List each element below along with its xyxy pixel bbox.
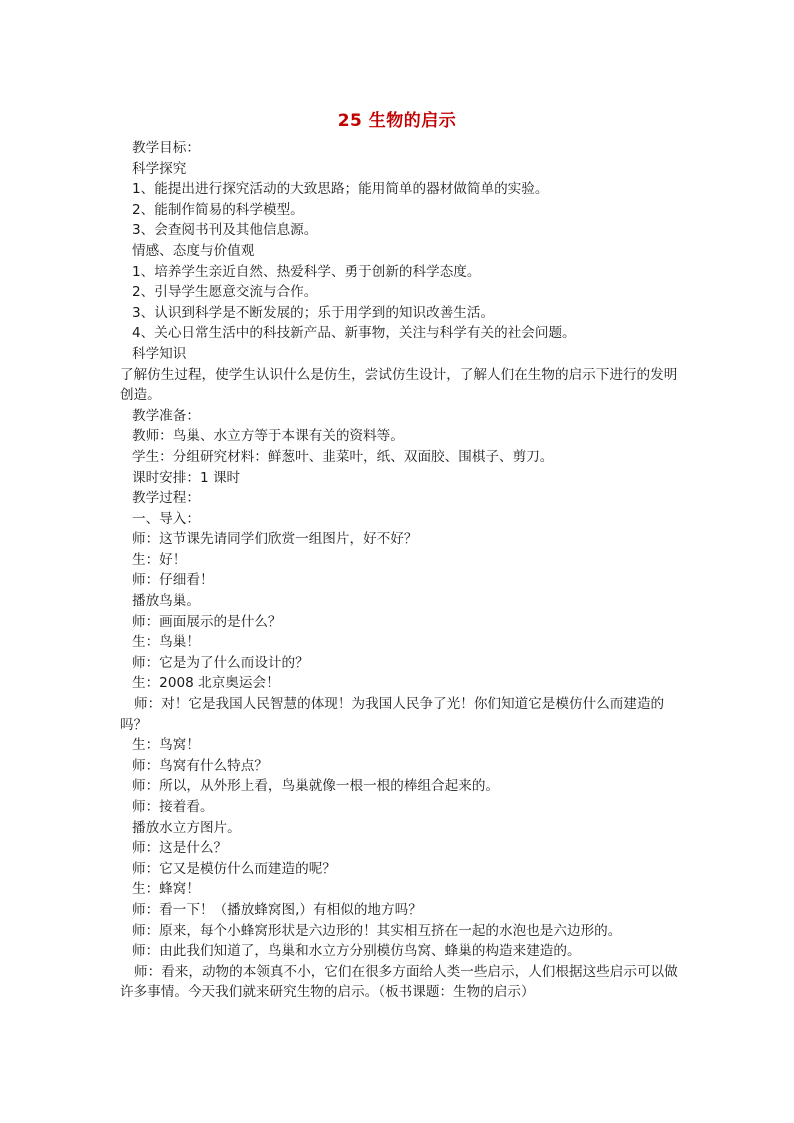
text-line: 播放鸟巢。 (132, 593, 200, 610)
text-line: 师：它是为了什么而设计的？ (132, 654, 309, 671)
text-line: 2、能制作简易的科学模型。 (132, 201, 304, 218)
text-line: 师：这是什么？ (132, 840, 228, 857)
text-line: 师：这节课先请同学们欣赏一组图片，好不好？ (132, 531, 418, 548)
text-line: 师：所以，从外形上看，鸟巢就像一根一根的棒组合起来的。 (132, 778, 500, 795)
text-line: 生：蜂窝！ (132, 881, 200, 898)
text-line: 1、能提出进行探究活动的大致思路；能用简单的器材做简单的实验。 (132, 181, 549, 198)
text-line: 教师：鸟巢、水立方等于本课有关的资料等。 (132, 428, 404, 445)
text-line: 师：它又是模仿什么而建造的呢？ (132, 860, 336, 877)
document-body (120, 138, 680, 1003)
text-line: 科学探究 (132, 160, 187, 177)
text-line: 学生：分组研究材料：鲜葱叶、韭菜叶，纸、双面胶、围棋子、剪刀。 (132, 448, 554, 465)
text-line: 生：鸟巢！ (132, 634, 200, 651)
text-paragraph: 师：对！它是我国人民智慧的体现！为我国人民争了光！你们知道它是模仿什么而建造的吗？ (120, 696, 665, 733)
text-line: 2、引导学生愿意交流与合作。 (132, 284, 318, 301)
text-line: 生：鸟窝！ (132, 737, 200, 754)
text-line: 师：接着看。 (132, 799, 214, 815)
text-paragraph: 师：看来，动物的本领真不小，它们在很多方面给人类一些启示，人们根据这些启示可以做许多事情。今天我们就来研究生物的启示。（板书课题：生物的启示） (120, 963, 678, 1001)
text-line: 师：仔细看！ (132, 572, 214, 589)
text-line: 师：原来，每个小蜂窝形状是六边形的！其实相互挤在一起的水泡也是六边形的。 (132, 922, 622, 939)
text-line: 师：鸟窝有什么特点？ (132, 757, 268, 774)
page-title: 25 生物的启示 (337, 111, 457, 131)
text-line: 课时安排：1 课时 (132, 469, 241, 486)
text-line: 一、导入： (132, 510, 200, 527)
text-line: 1、培养学生亲近自然、热爱科学、勇于创新的科学态度。 (132, 263, 481, 280)
text-line: 情感、态度与价值观 (132, 242, 255, 259)
text-line: 师：看一下！（播放蜂窝图,）有相似的地方吗？ (132, 901, 422, 918)
text-line: 4、关心日常生活中的科技新产品、新事物，关注与科学有关的社会问题。 (132, 325, 576, 342)
text-line: 播放水立方图片。 (132, 819, 241, 836)
text-line: 3、认识到科学是不断发展的；乐于用学到的知识改善生活。 (132, 304, 495, 321)
text-line: 师：画面展示的是什么？ (132, 613, 282, 630)
text-line: 科学知识 (132, 345, 187, 362)
text-paragraph: 了解仿生过程，使学生认识什么是仿生，尝试仿生设计，了解人们在生物的启示下进行的发明创造。 (120, 366, 678, 404)
text-line: 师：由此我们知道了，鸟巢和水立方分别模仿鸟窝、蜂巢的构造来建造的。 (132, 943, 581, 960)
text-line: 教学过程： (132, 490, 200, 507)
text-line: 生：2008 北京奥运会！ (132, 675, 280, 692)
text-line: 3、会查阅书刊及其他信息源。 (132, 222, 318, 239)
text-line: 教学目标： (132, 140, 200, 156)
text-line: 生：好！ (132, 551, 187, 568)
text-line: 教学准备： (132, 407, 200, 424)
